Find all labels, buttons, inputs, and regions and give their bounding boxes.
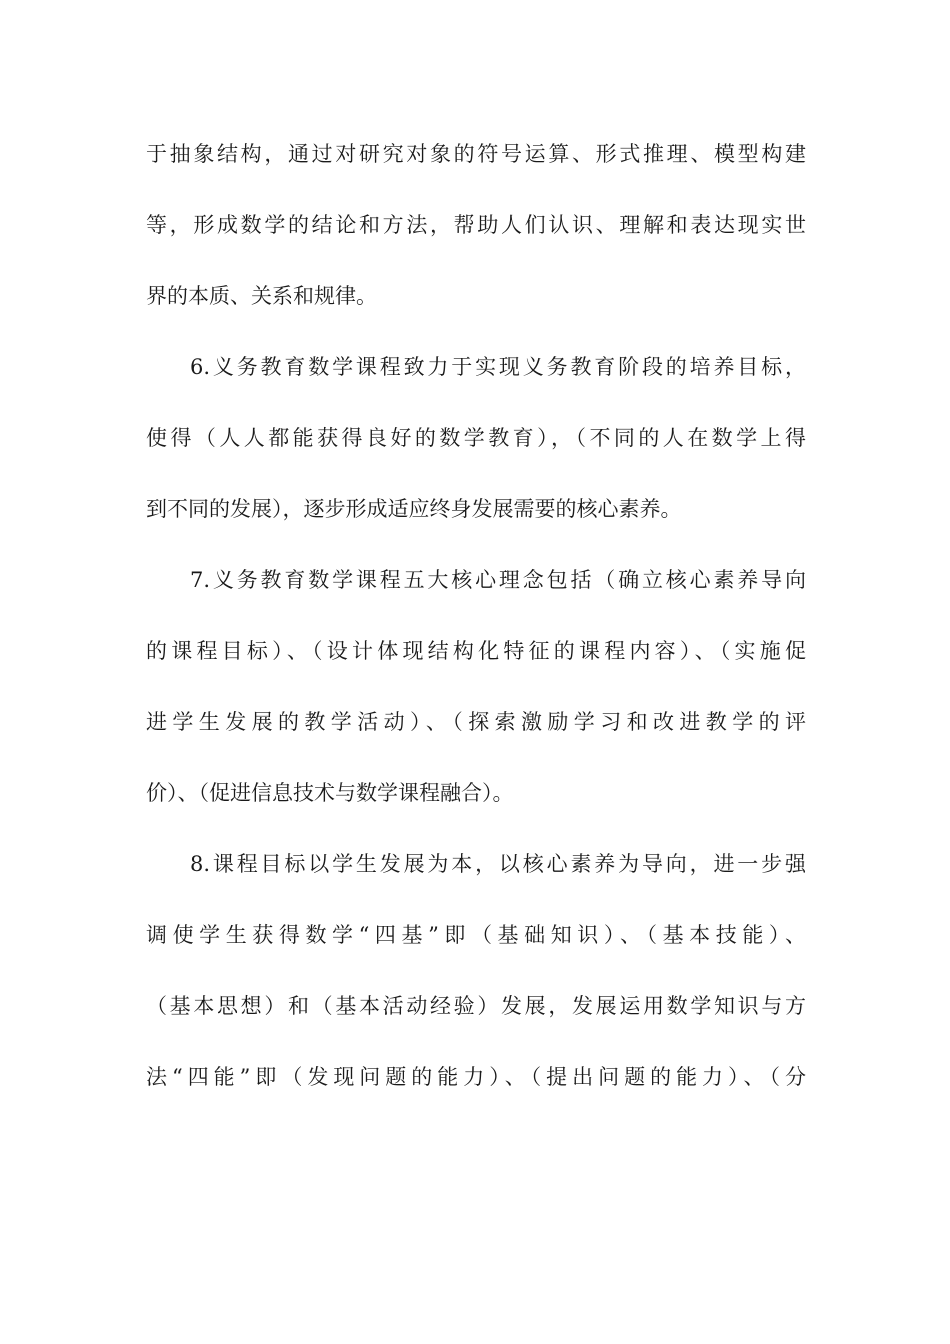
- item-7-line-3: 进学生发展的教学活动）、（探索激励学习和改进教学的评: [146, 710, 806, 734]
- text-line-3: 界的本质、关系和规律。: [146, 284, 377, 308]
- item-8-line-3: （基本思想）和（基本活动经验）发展，发展运用数学知识与方: [146, 994, 806, 1018]
- text-line-1: 于抽象结构，通过对研究对象的符号运算、形式推理、模型构建: [146, 142, 806, 166]
- item-7-line-2: 的课程目标）、（设计体现结构化特征的课程内容）、（实施促: [146, 639, 806, 663]
- item-6-line-1: 6.义务教育数学课程致力于实现义务教育阶段的培养目标，: [190, 355, 806, 379]
- item-6-line-2: 使得（人人都能获得良好的数学教育），（不同的人在数学上得: [146, 426, 806, 450]
- item-8-line-4: 法“四能”即（发现问题的能力）、（提出问题的能力）、（分: [146, 1065, 806, 1089]
- item-8-line-2: 调使学生获得数学“四基”即（基础知识）、（基本技能）、: [146, 923, 806, 947]
- item-7-line-1: 7.义务教育数学课程五大核心理念包括（确立核心素养导向: [190, 568, 806, 592]
- item-7-line-4: 价）、（促进信息技术与数学课程融合）。: [146, 781, 514, 805]
- text-line-2: 等，形成数学的结论和方法，帮助人们认识、理解和表达现实世: [146, 213, 806, 237]
- item-6-line-3: 到不同的发展），逐步形成适应终身发展需要的核心素养。: [146, 497, 682, 521]
- item-8-line-1: 8.课程目标以学生发展为本，以核心素养为导向，进一步强: [190, 852, 806, 876]
